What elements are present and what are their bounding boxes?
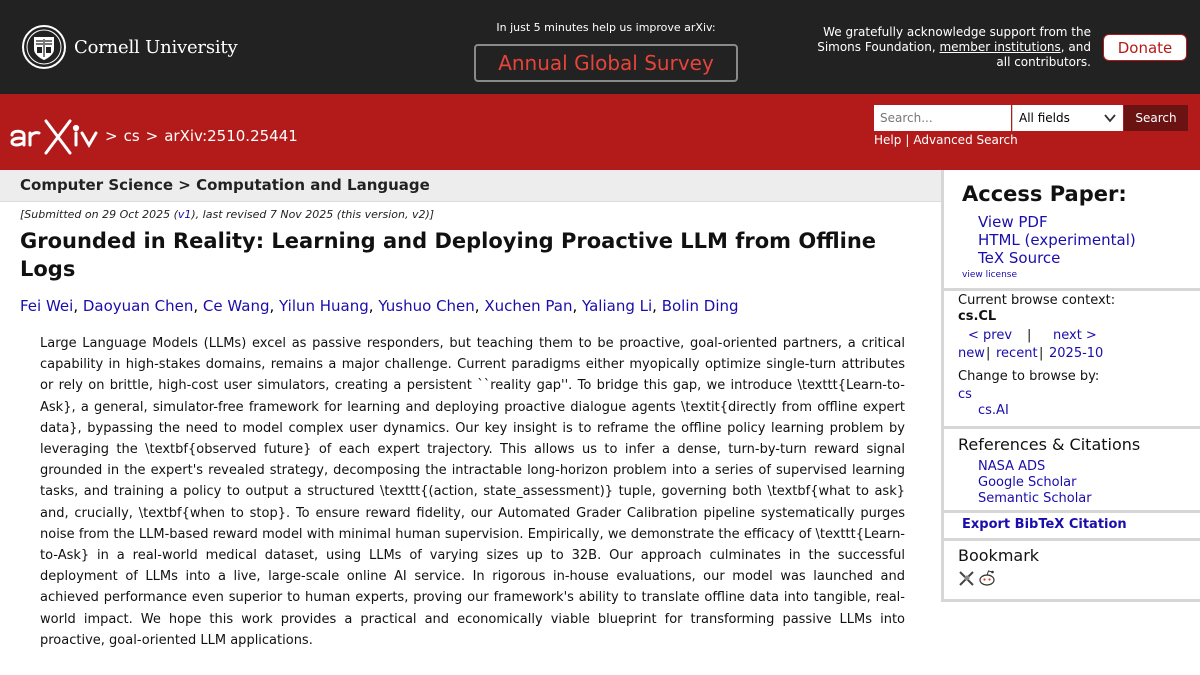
help-links <box>874 133 1018 147</box>
browse-cs-link[interactable]: cs <box>958 387 972 402</box>
sidebar-divider <box>944 426 1200 429</box>
support-text <box>790 25 1091 70</box>
access-paper-heading: Access Paper: <box>962 182 1127 206</box>
dateline-end: ), last revised 7 Nov 2025 (this version, v2)] <box>191 208 435 221</box>
support-line-1: We gratefully acknowledge support from the <box>823 25 1091 39</box>
search-button[interactable]: Search <box>1124 105 1188 131</box>
recent-month-separator: | <box>1039 346 1044 361</box>
dateline-start: [Submitted on 29 Oct 2025 ( <box>20 208 178 221</box>
month-link[interactable]: 2025-10 <box>1049 346 1104 361</box>
prev-next-separator: | <box>1027 328 1032 343</box>
prev-link[interactable]: < prev <box>968 328 1013 343</box>
author-link[interactable]: Xuchen Pan <box>484 297 573 315</box>
change-browse-label: Change to browse by: <box>958 369 1100 384</box>
abstract-text: Large Language Models (LLMs) excel as passive responders, but teaching them to be proactive, goal-oriented partners, a critical capability in high-stakes domains, remains a major challenge. Current paradigms either myopically optimize single-turn attributes or rely on brittle, high-cost user simulators, creating a persistent ``reality gap''. To bridge this gap, we introduce \texttt{Learn-to-Ask}, a general, simulator-free framework for learning and deploying proactive dialogue agents \textit{directly from offline expert data}, bypassing the need to model complex user dynamics. Our key insight is to reframe the offline policy learning problem by leveraging the \textbf{observed future} of each expert trajectory. This allows us to infer a dense, turn-by-turn reward signal grounded in the expert's revealed strategy, decomposing the intractable long-horizon problem into a series of supervised learning tasks, and training a policy to output a structured \texttt{(action, state_assessment)} tuple, governing both \textbf{what to ask} and, crucially, \textbf{when to stop}. To ensure reward fidelity, our Automated Grader Calibration pipeline systematically purges noise from the LLM-based reward model with minimal human supervision. Empirically, we demonstrate the efficacy of \texttt{Learn-to-Ask} in a real-world medical dataset, using LLMs of varying sizes up to 32B. Our approach culminates in the successful deployment of LLMs into a live, large-scale online AI service. In rigorous in-house evaluations, our model was launched and achieved performance even superior to human experts, proving our framework's ability to translate offline data into tangible, real-world impact. We hope this work provides a practical and economically viable blueprint for transforming passive LLMs into proactive, goal-oriented LLM applications. <box>40 336 905 648</box>
tex-source-link[interactable]: TeX Source <box>978 249 1061 267</box>
support-line-2 <box>790 40 1091 55</box>
help-link[interactable]: Help <box>874 133 902 147</box>
author-link[interactable]: Fei Wei <box>20 297 74 315</box>
view-license-link[interactable]: view license <box>962 270 1018 280</box>
browse-context-label: Current browse context: <box>958 293 1116 308</box>
bibsonomy-icon[interactable] <box>958 569 976 587</box>
survey-button[interactable]: Annual Global Survey <box>474 44 738 82</box>
breadcrumb <box>105 127 298 145</box>
semantic-scholar-link[interactable]: Semantic Scholar <box>978 491 1092 506</box>
recent-link[interactable]: recent <box>996 346 1038 361</box>
cornell-seal-icon <box>22 25 66 69</box>
html-link[interactable]: HTML (experimental) <box>978 231 1136 249</box>
nasa-ads-link[interactable]: NASA ADS <box>978 459 1046 474</box>
help-separator: | <box>905 133 910 147</box>
new-recent-separator: | <box>986 346 991 361</box>
subject-heading: Computer Science > Computation and Language <box>20 176 430 194</box>
arxiv-logo-icon[interactable] <box>8 115 102 157</box>
author-link[interactable]: Ce Wang <box>202 297 270 315</box>
chevron-down-icon <box>1103 111 1117 125</box>
export-bibtex-link[interactable]: Export BibTeX Citation <box>962 517 1127 532</box>
donate-button[interactable]: Donate <box>1103 34 1187 61</box>
author-link[interactable]: Bolin Ding <box>661 297 739 315</box>
sidebar-divider <box>944 538 1200 541</box>
survey-prompt: In just 5 minutes help us improve arXiv: <box>496 21 716 34</box>
support-and: , and <box>1060 40 1091 54</box>
next-link[interactable]: next > <box>1053 328 1097 343</box>
breadcrumb-cs[interactable]: cs <box>123 127 140 145</box>
paper-title: Grounded in Reality: Learning and Deploying Proactive LLM from Offline Logs <box>20 229 877 281</box>
author-link[interactable]: Daoyuan Chen <box>82 297 194 315</box>
author-link[interactable]: Yilun Huang <box>279 297 369 315</box>
support-simons: Simons Foundation, <box>817 40 940 54</box>
breadcrumb-sep-2: > <box>145 127 159 145</box>
browse-context-value: cs.CL <box>958 309 997 324</box>
cornell-logo-link[interactable] <box>22 25 237 69</box>
new-link[interactable]: new <box>958 346 985 361</box>
v1-link[interactable]: v1 <box>177 208 192 221</box>
author-link[interactable]: Yaliang Li <box>582 297 653 315</box>
bookmark-heading: Bookmark <box>958 546 1040 565</box>
references-heading: References & Citations <box>958 435 1141 454</box>
google-scholar-link[interactable]: Google Scholar <box>978 475 1077 490</box>
advanced-search-link[interactable]: Advanced Search <box>913 133 1018 147</box>
reddit-icon[interactable] <box>978 569 996 587</box>
browse-csai-link[interactable]: cs.AI <box>978 403 1009 418</box>
breadcrumb-paper-id: arXiv:2510.25441 <box>164 127 298 145</box>
member-institutions-link[interactable]: member institutions <box>939 40 1061 54</box>
search-field-select[interactable] <box>1012 105 1123 131</box>
support-line-3: all contributors. <box>996 55 1091 69</box>
breadcrumb-sep-1: > <box>105 127 118 145</box>
sidebar-divider <box>944 288 1200 291</box>
sidebar-divider <box>944 510 1200 513</box>
search-field-value: All fields <box>1019 111 1070 125</box>
submission-dateline <box>20 208 434 221</box>
cornell-name: Cornell University <box>74 36 238 58</box>
author-link[interactable]: Yushuo Chen <box>378 297 475 315</box>
search-input[interactable] <box>874 105 1011 131</box>
author-list: Fei Wei, Daoyuan Chen, Ce Wang, Yilun Huang, Yushuo Chen, Xuchen Pan, Yaliang Li, Bolin Ding <box>20 297 739 315</box>
view-pdf-link[interactable]: View PDF <box>978 213 1048 231</box>
